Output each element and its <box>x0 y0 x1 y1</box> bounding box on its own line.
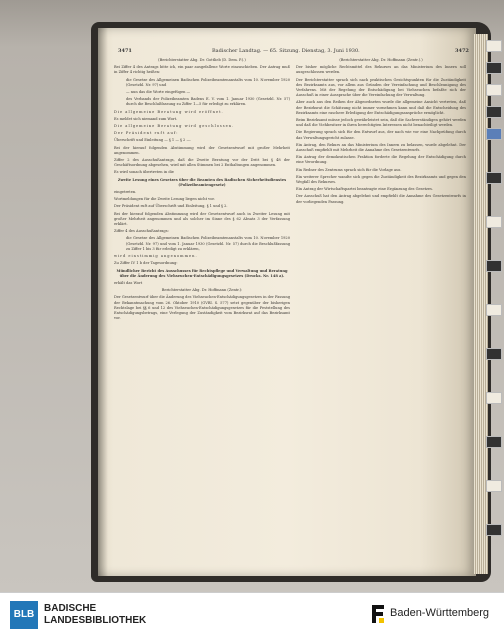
paragraph: Ein Antrag, den Rekurs an das Ministerium des Innern zu belassen, wurde abgelehnt. Der Ausschuß empfiehlt mit Mehrheit die Annahme des Gesetzentwurfs. <box>296 142 466 153</box>
paragraph: Aber auch aus den Reihen der Abgeordneten wurde die allgemeine Ansicht vertreten, daß der Bezirksrat die Schätzung nicht immer vornehmen kann und daß die Entscheidung des Bezirksamts eine raschere Erledigung der Entschädigungsansprüche ermöglicht. <box>296 100 466 115</box>
paragraph: Der Berichterstatter sprach sich nach praktischen Gesichtspunkten für die Zuständigkeit des Bezirksamts aus, vor allem aus Gründen der Vereinfachung und Beschleunigung des Verfahrens. Mit der Regelung der Entschädigung bei Viehseuchen befaßte sich der Ausschuß in einer Aussprache über die Vereinfachung der Verwaltung. <box>296 77 466 98</box>
bw-name: Baden-Württemberg <box>390 607 490 619</box>
color-tab <box>486 62 502 74</box>
running-title: Badischer Landtag. — 65. Sitzung. Dienstag, 3. Juni 1930. <box>212 48 360 54</box>
paragraph: Die allgemeine Beratung wird eröffnet. <box>114 109 224 114</box>
section-heading: Zweite Lesung eines Gesetzes über die Beamten des Badischen Sicherheitsdienstes (Polizeibeamtengesetz) <box>117 177 287 187</box>
paragraph: die Gesetze des Allgemeinen Badischen Polizeibeamtenanstalts vom 10. November 1920 (Gesetzbl. Nr. 97) und vom 1. Januar 1930 (Gesetzbl. Nr. 57) durch die Beschlußfassung zu Ziffer 1 bis 3 für erledigt zu erklären, <box>126 236 290 251</box>
color-tab <box>486 106 502 118</box>
paragraph: Der Gesetzentwurf über die Änderung des Viehseuchen-Entschädigungsgesetzes in der Fassung der Bekanntmachung vom 26. Oktober 1910 (GVBl. S. 577) setzt gegenüber der bisherigen Rechtslage bei §§ 6 und 12 des Viehseuchen-Entschädigungsgesetzes für die Feststellung des Entschädigungsbetrags, eine Verlegung der Zuständigkeit vom Bezirksrat auf das Bezirksamt vor. <box>114 295 290 321</box>
paragraph: Der Präsident ruft auf Überschrift und Einleitung, § 1 und § 2. <box>114 204 228 209</box>
paragraph: Beim Bezirksamt müsse jedoch gewährleistet sein, daß die Sachverständigen gehört werden und daß die Viehbesitzer in ihren berechtigten Interessen nicht benachteiligt werden. <box>296 118 466 128</box>
paragraph: Ein Antrag der Wirtschaftspartei beantragte eine Ergänzung des Gesetzes. <box>296 187 434 192</box>
paragraph: Der Präsident ruft auf: <box>114 131 179 136</box>
color-tab <box>486 84 502 96</box>
spine-shadow <box>98 28 108 576</box>
page-number-right: 3472 <box>455 48 469 54</box>
paragraph: Der bisher mögliche Rechtsmittel des Rekurses an das Ministerium des Innern soll ausgeschlossen werden. <box>296 65 466 75</box>
paragraph: die Gesetze des Allgemeinen Badischen Polizeibeamtenanstalts vom 10. November 1920 (Gesetzbl. Nr. 97) und <box>126 77 290 87</box>
paragraph: Ein Antrag der demokratischen Fraktion forderte die Regelung der Entschädigung durch eine Verordnung. <box>296 155 466 165</box>
color-tab <box>486 480 502 492</box>
text-column-right <box>296 58 466 207</box>
paragraph: Zu Ziffer IV 1 b der Tagesordnung: <box>114 261 178 266</box>
bw-logo-icon <box>370 605 386 623</box>
paragraph: Bei der hierauf folgenden Abstimmung wird der Gesetzentwurf mit großer Mehrheit angenommen. <box>114 145 290 155</box>
blb-name-line1: BADISCHE <box>44 603 97 614</box>
paragraph: erhält das Wort <box>114 280 143 285</box>
color-tab <box>486 40 502 52</box>
paragraph: (Berichterstatter Abg. Dr. Gottlieb (D. Dem. P.).) <box>158 58 246 62</box>
footer-bar <box>0 592 504 637</box>
paragraph: Ein Redner des Zentrums sprach sich für die Vorlage aus. <box>296 167 402 172</box>
paragraph: Überschrift und Einleitung — § 1 — § 2 —. <box>114 138 192 143</box>
color-tab <box>486 128 502 140</box>
paragraph: — nun das die Worte eingefügen — <box>126 90 191 95</box>
text-column-left <box>114 58 290 323</box>
color-tab <box>486 172 502 184</box>
paragraph: Ziffer 4 des Ausschußantrags: <box>114 229 169 234</box>
paragraph: Die allgemeine Beratung wird geschlossen. <box>114 124 235 129</box>
paragraph: Der Ausschuß hat den Antrag abgelehnt und empfiehlt die Annahme des Gesetzentwurfs in der vorliegenden Fassung. <box>296 194 466 204</box>
color-tab <box>486 260 502 272</box>
paragraph: (Berichterstatter Abg. Dr. Hoffmann (Zentr.).) <box>339 58 423 62</box>
color-tab <box>486 348 502 360</box>
blb-logo: BLB <box>10 601 38 629</box>
paragraph: des Verbands der Polizeibeamten Badens E. V. vom 1. Januar 1930 (Gesetzbl. Nr. 57) durch die Beschlußfassung zu Ziffer 1—5 für erledigt zu erklären. <box>126 97 290 107</box>
color-tab <box>486 392 502 404</box>
blb-name-line2: LANDESBIBLIOTHEK <box>44 615 147 626</box>
paragraph: Bei der hierauf folgenden Abstimmung wird der Gesetzentwurf auch in Zweiter Lesung mit großer Mehrheit angenommen und als solcher im Sinne des § 62 Absatz 3 der Verfassung erklärt. <box>114 211 290 227</box>
paragraph: wird einstimmig angenommen. <box>114 254 198 259</box>
paragraph: Die Regierung sprach sich für den Entwurf aus, der nach wie vor eine Nachprüfung durch das Verwaltungsgericht zulasse. <box>296 130 466 140</box>
paragraph: Es wird sonach übertreten in die <box>114 170 174 175</box>
paragraph: Ein weiterer Sprecher wandte sich gegen die Zuständigkeit des Bezirksamts und gegen den Wegfall des Rekurses. <box>296 174 466 185</box>
paragraph: Wortmeldungen für die Zweite Lesung liegen nicht vor. <box>114 197 215 202</box>
paragraph: Bei Ziffer 4 des Antrags bitte ich, ein paar ausgefallene Worte einzuschieben. Der Antrag muß in Ziffer 4 richtig heißen: <box>114 65 290 75</box>
paragraph: eingetreten. <box>114 190 137 195</box>
paragraph: Berichterstatter Abg. Dr. Hoffmann (Zentr.): <box>161 288 243 293</box>
color-tab <box>486 436 502 448</box>
paragraph: Ziffer 2 des Ausschußantrags, daß die Zweite Beratung vor der Dritt bei § 48 der Geschäftsordnung abgesehen, wird mit allen Stimmen bei 2 Enthaltungen angenommen. <box>114 158 290 168</box>
paragraph: Es meldet sich niemand zum Wort. <box>114 116 178 121</box>
color-tabs <box>486 40 504 570</box>
page-number-left: 3471 <box>118 48 132 54</box>
blb-name <box>44 603 146 627</box>
color-tab <box>486 304 502 316</box>
section-heading: Mündlicher Bericht des Ausschusses für Rechtspflege und Verwaltung und Beratung über die Änderung des Viehseuchen-Entschädigungsgesetzes (Drucks. Nr. 148 a). <box>116 268 288 278</box>
color-tab <box>486 216 502 228</box>
color-tab <box>486 524 502 536</box>
